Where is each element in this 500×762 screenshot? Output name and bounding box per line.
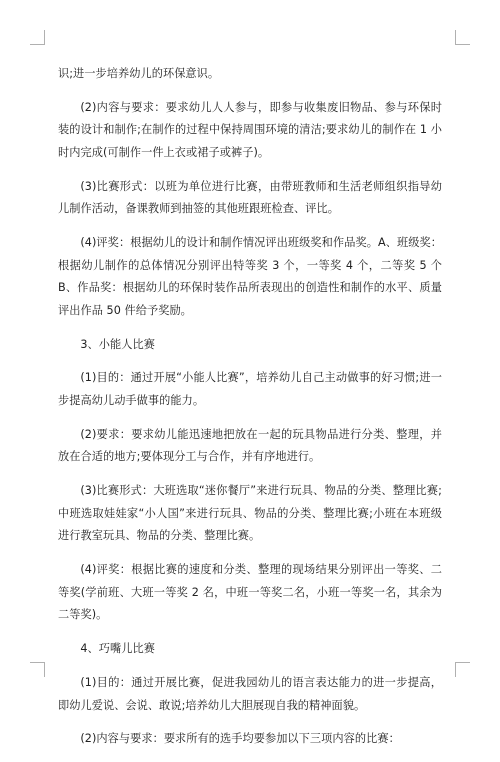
document-body — [58, 63, 442, 762]
paragraph-item: (2)要求：要求幼儿能迅速地把放在一起的玩具物品进行分类、整理，并放在合适的地方;要体现分工与合作，并有序地进行。 — [58, 427, 442, 464]
paragraph-continuation: 识;进一步培养幼儿的环保意识。 — [58, 67, 220, 80]
paragraph-item: (4)评奖：根据比赛的速度和分类、整理的现场结果分别评出一等奖、二等奖(学前班、大班一等奖 2 名，中班一等奖二名，小班一等奖一名，其余为二等奖)。 — [58, 563, 442, 622]
paragraph-item: (4)评奖：根据幼儿的设计和制作情况评出班级奖和作品奖。A、班级奖：根据幼儿制作的总体情况分别评出特等奖 3 个，一等奖 4 个，二等奖 5 个 B、作品奖：根据幼儿的环保时装作品所表现出的创造性和制作的水平、质量评出作品 50 件给予奖励。 — [58, 236, 442, 317]
paragraph-item: (2)内容与要求：要求幼儿人人参与，即参与收集废旧物品、参与环保时装的设计和制作;在制作的过程中保持周围环境的清洁;要求幼儿的制作在 1 小时内完成(可制作一件上衣或裙子或裤子)。 — [58, 100, 442, 159]
paragraph-item: (3)比赛形式：以班为单位进行比赛，由带班教师和生活老师组织指导幼儿制作活动，备课教师到抽签的其他班跟班检查、评比。 — [58, 179, 442, 216]
paragraph-item: (1)目的：通过开展“小能人比赛”，培养幼儿自己主动做事的好习惯;进一步提高幼儿动手做事的能力。 — [58, 371, 442, 408]
paragraph-item: (1)目的：通过开展比赛，促进我园幼儿的语言表达能力的进一步提高，即幼儿爱说、会说、敢说;培养幼儿大胆展现自我的精神面貌。 — [58, 675, 442, 712]
section-heading: 4、巧嘴儿比赛 — [80, 642, 155, 656]
section-heading: 3、小能人比赛 — [80, 337, 155, 351]
page-corner-mark-top-left — [30, 30, 45, 45]
page-corner-mark-bottom-right — [455, 662, 470, 677]
page-corner-mark-top-right — [455, 30, 470, 45]
paragraph-item: (2)内容与要求：要求所有的选手均要参加以下三项内容的比赛： — [80, 732, 400, 746]
page-corner-mark-bottom-left — [30, 662, 45, 677]
paragraph-item: (3)比赛形式：大班选取“迷你餐厅”来进行玩具、物品的分类、整理比赛;中班选取娃娃家“小人国”来进行玩具、物品的分类、整理比赛;小班在本班级进行教室玩具、物品的分类、整理比赛。 — [58, 484, 442, 543]
